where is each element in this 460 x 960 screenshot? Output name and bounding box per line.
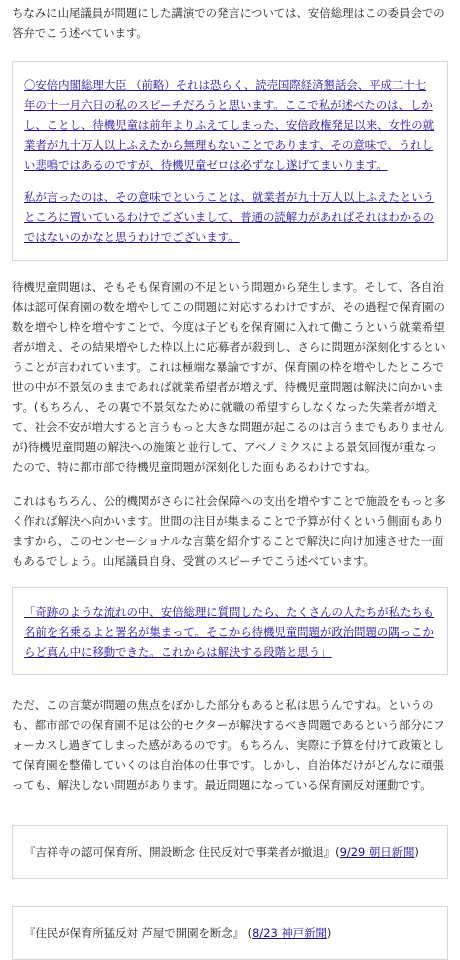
diet-transcript-quote [12,61,448,261]
news-item-1: 『吉祥寺の認可保育所、開設断念 住民反対で事業者が撤退』(9/29 朝日新聞) [24,845,419,859]
news-box-kichijoji [12,825,448,879]
news-source-link-1[interactable]: 9/29 朝日新聞 [339,845,415,859]
news-box-ashiya [12,906,448,960]
intro-paragraph: ちなみに山尾議員が問題にした講演での発言については、安倍総理はこの委員会での答弁でこう述べています。 [12,6,445,40]
body-paragraph-1: 待機児童問題は、そもそも保育園の不足という問題から発生します。そして、各自治体は認可保育園の数を増やしてこの問題に対応するわけですが、その過程で保育園の数を増やし枠を増やすことで、今度は子どもを保育園に入れて働こうという就業希望者が増え、その結果増やした枠以上に応募者が殺到し、さらに問題が深刻化するということが言われています。これは極端な暴論ですが、保育園の枠を増やしたところで世の中が不景気のままであれば就業希望者が増えず、待機児童問題は解決に向かいます。(もちろん、その裏で不景気なために就職の希望すらしなくなった失業者が増えて、社会不安が増大すると言うもっと大きな問題が起こるのは言うまでもありませんが)待機児童問題の解決への施策と並行して、アベノミクスによる景気回復が重なったので、特に都市部で待機児童問題が深刻化した面もあるわけですね。 [12,280,446,474]
award-speech-quote [12,587,448,675]
body-paragraph-3: ただ、この言葉が問題の焦点をぼかした部分もあると私は思うんですね。というのも、都市部での保育園不足は公的セクターが解決するべき問題であるという部分にフォーカスし過ぎてしまった感があるのです。もちろん、実際に予算を付けて政策として保育園を整備していくのは自治体の仕事です。しかし、自治体だけがどんなに頑張っても、解決しない問題があります。最近問題になっている保育園反対運動です。 [12,698,445,792]
news-item-2: 『住民が保育所猛反対 芦屋で開園を断念』 (8/23 神戸新聞) [24,926,332,940]
speech-quote-paragraph [24,602,436,662]
quote-paragraph-2 [24,187,436,247]
quote-link-1[interactable]: 〇安倍内閣総理大臣 （前略）それは恐らく、読売国際経済懇話会、平成二十七年の十一月六日の私のスピーチだろうと思います。ここで私が述べたのは、しかし、ことし、待機児童は前年よりふえてしまった、安倍政権発足以来、女性の就業者が九十万人以上ふえたから無理もないことであります、その意味で、うれしい悲鳴ではあるのですが、待機児童ゼロは必ずなし遂げてまいります。 [24,78,435,172]
quote-paragraph-1 [24,75,436,175]
news-headline-2: 『住民が保育所猛反対 芦屋で開園を断念』 [24,926,245,940]
body-paragraph-2: これはもちろん、公的機関がさらに社会保障への支出を増やすことで施設をもっと多く作れば解決へ向かいます。世間の注目が集まることで予算が付くという側面もありますから、このセンセーショナルな言葉を紹介することで解決に向け加速させた一面もあるでしょう。山尾議員自身、受賞のスピーチでこう述べています。 [12,494,446,568]
news-headline-1: 『吉祥寺の認可保育所、開設断念 住民反対で事業者が撤退』 [24,845,336,859]
speech-quote-link[interactable]: 「奇跡のような流れの中、安倍総理に質問したら、たくさんの人たちが私たちも名前を名乗るよと署名が集まって。そこから待機児童問題が政治問題の隅っこからど真ん中に移動できた。これからは解決する段階と思う」 [24,605,435,659]
news-source-link-2[interactable]: 8/23 神戸新聞 [252,926,327,940]
quote-link-2[interactable]: 私が言ったのは、その意味でということは、就業者が九十万人以上ふえたというところに置いているわけでございまして、普通の読解力があればそれはわかるのではないのかなと思うわけでございます。 [24,190,435,244]
